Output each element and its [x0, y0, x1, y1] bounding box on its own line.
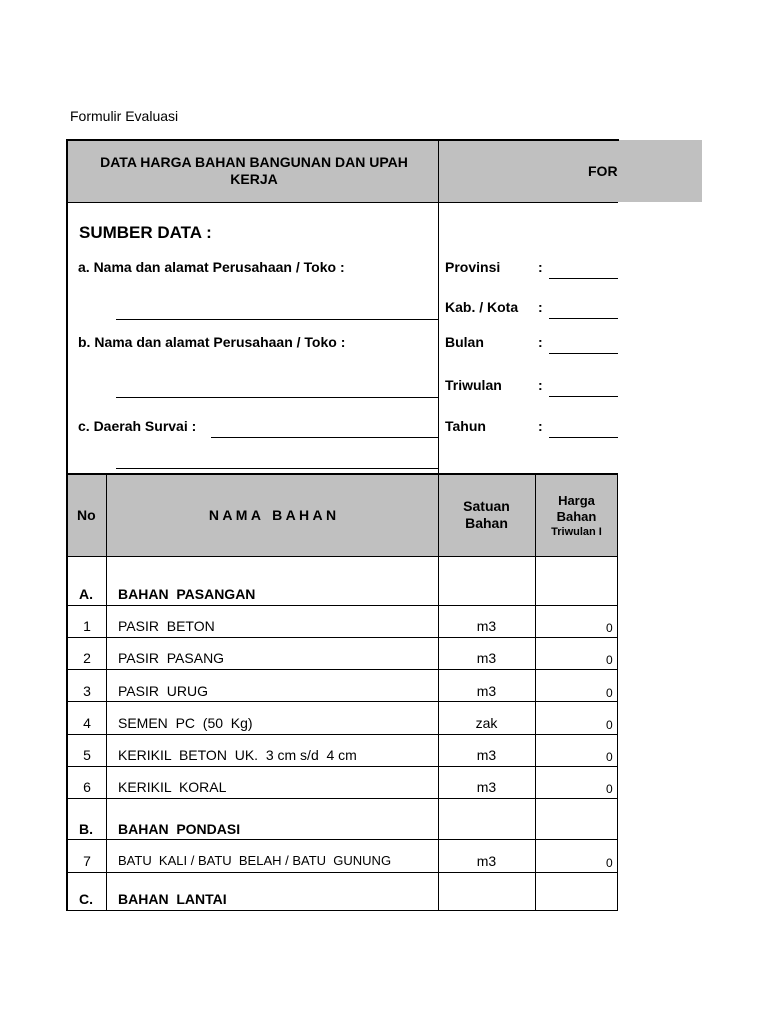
row-unit: m3	[476, 853, 497, 869]
field-triwulan-line[interactable]	[549, 396, 618, 397]
grid-line	[438, 140, 439, 911]
row-no: 1	[83, 618, 91, 634]
col-unit-header-line1: Satuan	[463, 498, 510, 514]
header-band-overflow	[618, 140, 702, 202]
header-left-title: DATA HARGA BAHAN BANGUNAN DAN UPAH KERJA	[100, 154, 408, 187]
row-unit: m3	[476, 650, 497, 666]
grid-line	[66, 139, 68, 911]
source-item-c: c. Daerah Survai :	[78, 418, 197, 434]
section-title: BAHAN PASANGAN	[118, 586, 256, 602]
row-price[interactable]: 0	[606, 782, 613, 796]
row-price[interactable]: 0	[606, 750, 613, 764]
field-colon: :	[538, 418, 543, 434]
field-bulan-line[interactable]	[549, 353, 618, 354]
field-colon: :	[538, 299, 543, 315]
field-tahun-line[interactable]	[549, 437, 618, 438]
field-kab-kota-line[interactable]	[549, 318, 618, 319]
row-line	[67, 669, 618, 670]
row-line	[67, 839, 618, 840]
source-item-b: b. Nama dan alamat Perusahaan / Toko :	[78, 334, 346, 350]
field-colon: :	[538, 377, 543, 393]
source-a-line[interactable]	[116, 319, 438, 320]
row-name: PASIR URUG	[118, 683, 208, 699]
col-price-header-line3: Triwulan I	[551, 526, 602, 538]
form-title: Formulir Evaluasi	[70, 108, 179, 124]
field-colon: :	[538, 334, 543, 350]
field-provinsi-line[interactable]	[549, 278, 618, 279]
row-price[interactable]: 0	[606, 621, 613, 635]
row-price[interactable]: 0	[606, 653, 613, 667]
col-price-header	[535, 493, 618, 539]
row-name: SEMEN PC (50 Kg)	[118, 715, 253, 731]
row-line	[67, 766, 618, 767]
row-name: KERIKIL KORAL	[118, 779, 227, 795]
row-name: KERIKIL BETON UK. 3 cm s/d 4 cm	[118, 747, 357, 763]
section-title: BAHAN LANTAI	[118, 891, 227, 907]
row-price[interactable]: 0	[606, 686, 613, 700]
row-line	[67, 605, 618, 606]
row-price[interactable]: 0	[606, 856, 613, 870]
row-unit: m3	[476, 747, 497, 763]
source-c-line[interactable]	[211, 437, 438, 438]
source-c-line-2[interactable]	[116, 468, 438, 469]
row-name: PASIR PASANG	[118, 650, 225, 666]
row-no: 5	[83, 747, 91, 763]
row-line	[67, 910, 618, 911]
col-unit-header-line2: Bahan	[465, 515, 508, 531]
section-code: B.	[79, 821, 93, 837]
row-no: 3	[83, 683, 91, 699]
section-title: BAHAN PONDASI	[118, 821, 241, 837]
col-no-header: No	[77, 507, 96, 523]
field-colon: :	[538, 259, 543, 275]
field-label-triwulan: Triwulan	[445, 377, 502, 393]
row-unit: m3	[476, 779, 497, 795]
col-price-header-line2: Bahan	[556, 509, 597, 524]
field-label-bulan: Bulan	[445, 334, 484, 350]
row-unit: m3	[476, 683, 497, 699]
row-unit: zak	[475, 715, 498, 731]
row-line	[67, 637, 618, 638]
field-label-tahun: Tahun	[445, 418, 486, 434]
source-b-line[interactable]	[116, 397, 438, 398]
row-no: 2	[83, 650, 91, 666]
grid-line	[67, 556, 618, 557]
header-right-title: FOR	[588, 163, 618, 179]
grid-line	[67, 202, 618, 203]
field-label-kab-kota: Kab. / Kota	[445, 299, 519, 315]
grid-line	[66, 139, 619, 141]
col-unit-header	[438, 498, 535, 532]
row-unit: m3	[476, 618, 497, 634]
row-line	[67, 734, 618, 735]
row-price[interactable]: 0	[606, 718, 613, 732]
row-name: PASIR BETON	[118, 618, 215, 634]
grid-line	[617, 474, 618, 911]
grid-line	[535, 474, 536, 911]
row-no: 7	[83, 853, 91, 869]
row-line	[67, 872, 618, 873]
row-line	[67, 701, 618, 702]
row-line	[67, 798, 618, 799]
row-no: 6	[83, 779, 91, 795]
row-name: BATU KALI / BATU BELAH / BATU GUNUNG	[118, 853, 392, 868]
col-name-header: N A M A B A H A N	[208, 507, 337, 523]
col-price-header-line1: Harga	[558, 493, 595, 508]
row-no: 4	[83, 715, 91, 731]
source-heading: SUMBER DATA :	[79, 223, 212, 242]
field-label-provinsi: Provinsi	[445, 259, 501, 275]
section-code: C.	[79, 891, 93, 907]
section-code: A.	[79, 586, 93, 602]
source-item-a: a. Nama dan alamat Perusahaan / Toko :	[78, 259, 345, 275]
